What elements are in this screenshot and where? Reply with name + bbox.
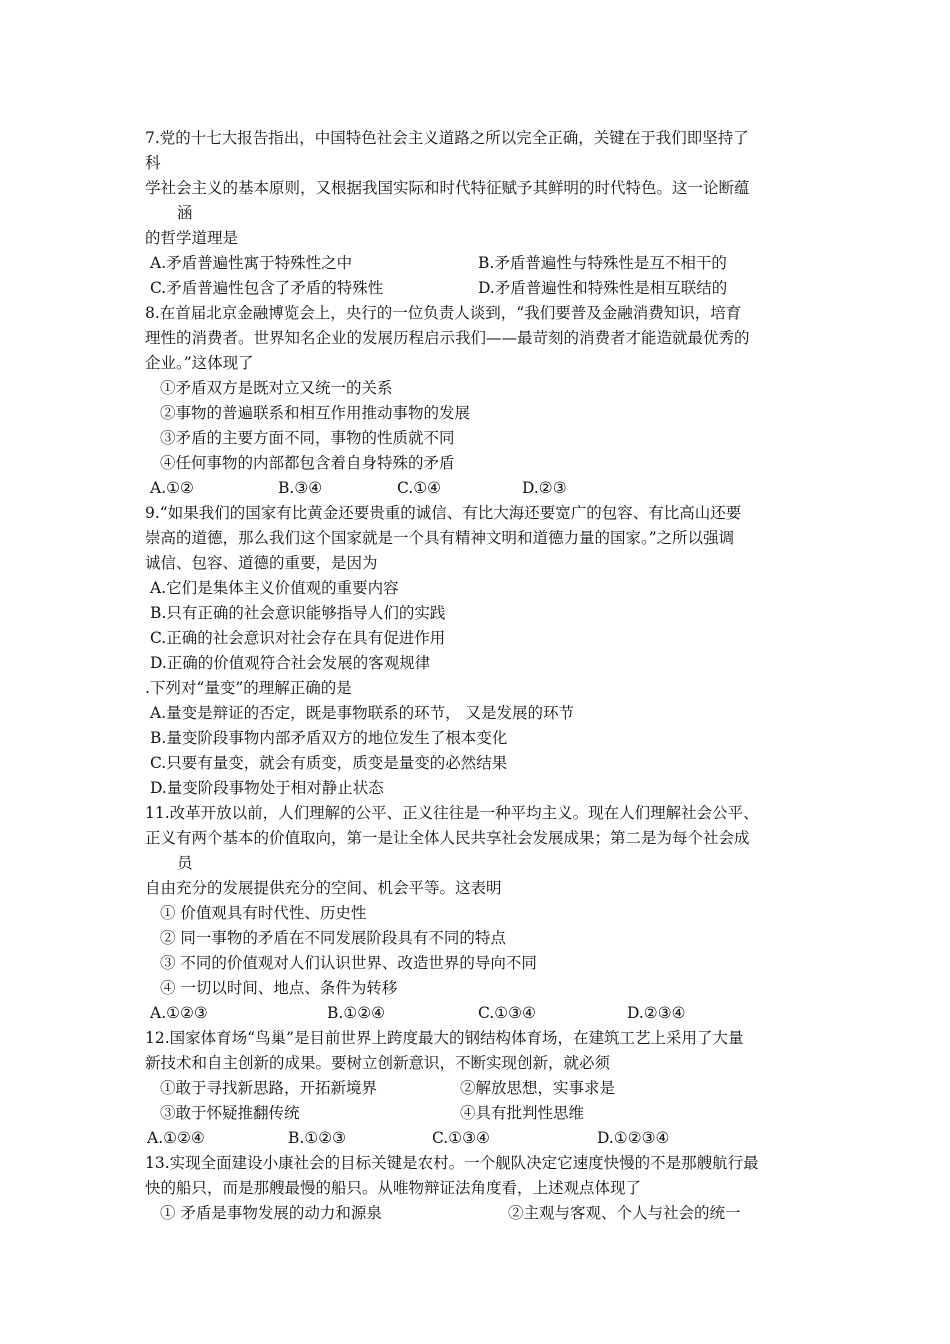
q11-statement-1: ① 价值观具有时代性、历史性 — [160, 904, 367, 922]
q8-statement-4: ④任何事物的内部都包含着自身特殊的矛盾 — [160, 454, 455, 472]
q7-line-3: 学社会主义的基本原则，又根据我国实际和时代特征赋予其鲜明的时代特色。这一论断蕴 — [145, 179, 750, 197]
q11-line-2: 正义有两个基本的价值取向，第一是让全体人民共享社会发展成果；第二是为每个社会成 — [145, 829, 750, 847]
q12-statement-1: ①敢于寻找新思路，开拓新境界 — [160, 1079, 378, 1097]
q12-line-1: 12.国家体育场“鸟巢”是目前世界上跨度最大的钢结构体育场，在建筑工艺上采用了大量 — [145, 1029, 744, 1047]
q8-option-d: D.②③ — [522, 479, 567, 497]
q10-option-a: A.量变是辩证的否定，既是事物联系的环节， 又是发展的环节 — [150, 704, 575, 722]
q8-option-c: C.①④ — [397, 479, 442, 497]
q7-line-1: 7.党的十七大报告指出，中国特色社会主义道路之所以完全正确，关键在于我们即坚持了 — [145, 129, 749, 147]
q12-statement-3: ③敢于怀疑推翻传统 — [160, 1104, 300, 1122]
q12-option-d: D.①②③④ — [597, 1129, 670, 1147]
q13-line-2: 快的船只，而是那艘最慢的船只。从唯物辩证法角度看，上述观点体现了 — [145, 1179, 642, 1197]
q7-line-2: 科 — [145, 154, 161, 172]
q7-line-4: 涵 — [177, 204, 193, 222]
q12-statement-4: ④具有批判性思维 — [460, 1104, 585, 1122]
q7-option-c: C.矛盾普遍性包含了矛盾的特殊性 — [150, 279, 384, 297]
q12-option-a: A.①②④ — [147, 1129, 205, 1147]
q11-option-a: A.①②③ — [150, 1004, 208, 1022]
q11-option-c: C.①③④ — [478, 1004, 536, 1022]
q11-option-d: D.②③④ — [627, 1004, 686, 1022]
q12-option-c: C.①③④ — [432, 1129, 490, 1147]
q8-option-a: A.①② — [150, 479, 194, 497]
q11-statement-2: ② 同一事物的矛盾在不同发展阶段具有不同的特点 — [160, 929, 506, 947]
q9-option-b: B.只有正确的社会意识能够指导人们的实践 — [150, 604, 446, 622]
q8-option-b: B.③④ — [278, 479, 323, 497]
q8-line-3: 企业。”这体现了 — [145, 354, 254, 372]
q8-statement-2: ②事物的普遍联系和相互作用推动事物的发展 — [160, 404, 471, 422]
q12-line-2: 新技术和自主创新的成果。要树立创新意识，不断实现创新，就必须 — [145, 1054, 611, 1072]
q9-option-d: D.正确的价值观符合社会发展的客观规律 — [150, 654, 431, 672]
q9-line-2: 崇高的道德，那么我们这个国家就是一个具有精神文明和道德力量的国家。”之所以强调 — [145, 529, 735, 547]
q7-line-5: 的哲学道理是 — [145, 229, 239, 247]
q7-option-b: B.矛盾普遍性与特殊性是互不相干的 — [478, 254, 727, 272]
q8-line-1: 8.在首届北京金融博览会上，央行的一位负责人谈到，“我们要普及金融消费知识，培育 — [145, 304, 742, 322]
q10-option-d: D.量变阶段事物处于相对静止状态 — [150, 779, 384, 797]
q9-option-c: C.正确的社会意识对社会存在具有促进作用 — [150, 629, 446, 647]
q8-line-2: 理性的消费者。世界知名企业的发展历程启示我们——最苛刻的消费者才能造就最优秀的 — [145, 329, 750, 347]
q8-statement-1: ①矛盾双方是既对立又统一的关系 — [160, 379, 393, 397]
q13-statement-2: ②主观与客观、个人与社会的统一 — [508, 1204, 741, 1222]
q11-line-3: 员 — [177, 854, 193, 872]
q7-option-a: A.矛盾普遍性寓于特殊性之中 — [150, 254, 353, 272]
q12-option-b: B.①②③ — [288, 1129, 347, 1147]
q9-line-1: 9.“如果我们的国家有比黄金还要贵重的诚信、有比大海还要宽广的包容、有比高山还要 — [145, 504, 742, 522]
q9-line-3: 诚信、包容、道德的重要，是因为 — [145, 554, 378, 572]
q11-option-b: B.①②④ — [327, 1004, 386, 1022]
q7-option-d: D.矛盾普遍性和特殊性是相互联结的 — [478, 279, 728, 297]
q10-option-c: C.只要有量变，就会有质变，质变是量变的必然结果 — [150, 754, 508, 772]
q11-statement-3: ③ 不同的价值观对人们认识世界、改造世界的导向不同 — [160, 954, 537, 972]
q10-option-b: B.量变阶段事物内部矛盾双方的地位发生了根本变化 — [150, 729, 508, 747]
q13-statement-1: ① 矛盾是事物发展的动力和源泉 — [160, 1204, 382, 1222]
q11-line-1: 11.改革开放以前，人们理解的公平、正义往往是一种平均主义。现在人们理解社会公平、 — [145, 804, 759, 822]
q10-line-1: .下列对“量变”的理解正确的是 — [145, 679, 352, 697]
q12-statement-2: ②解放思想，实事求是 — [460, 1079, 616, 1097]
q13-line-1: 13.实现全面建设小康社会的目标关键是农村。一个舰队决定它速度快慢的不是那艘航行最 — [145, 1154, 759, 1172]
q11-statement-4: ④ 一切以时间、地点、条件为转移 — [160, 979, 398, 997]
q8-statement-3: ③矛盾的主要方面不同，事物的性质就不同 — [160, 429, 455, 447]
q9-option-a: A.它们是集体主义价值观的重要内容 — [150, 579, 399, 597]
q11-line-4: 自由充分的发展提供充分的空间、机会平等。这表明 — [145, 879, 502, 897]
